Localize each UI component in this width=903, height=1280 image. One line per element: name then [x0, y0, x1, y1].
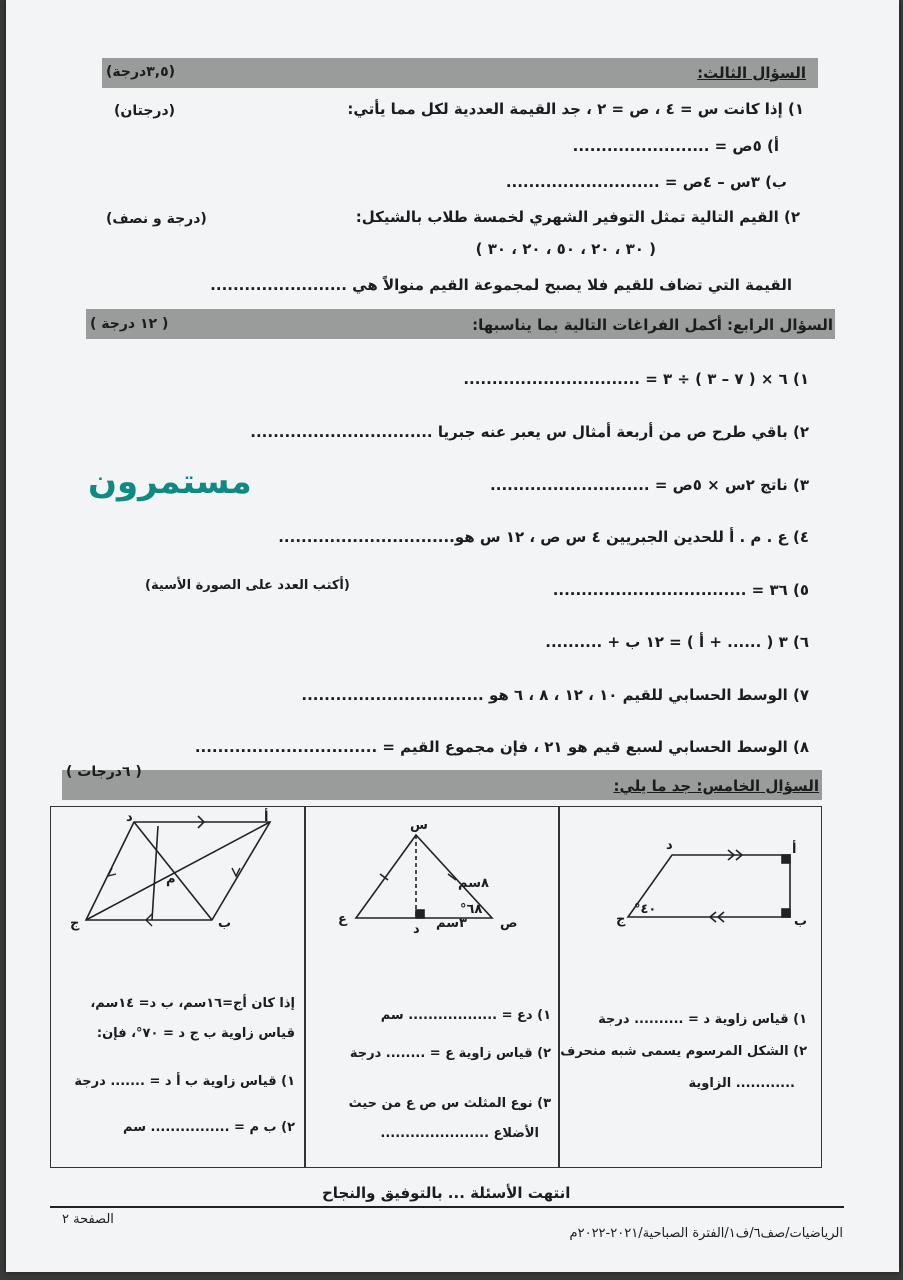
- q5-col3-line4: ٢) ب م = ................ سم: [123, 1120, 295, 1135]
- q3-item1-grade: (درجتان): [114, 103, 176, 119]
- q5-col3-line2: قياس زاوية ب ج د = ٧٠°، فإن:: [96, 1026, 295, 1041]
- q5-col3-line1: إذا كان أج=١٦سم، ب د= ١٤سم،: [90, 996, 295, 1011]
- motto-text: مستمرون: [88, 462, 252, 502]
- tri-label-ain: ع: [338, 912, 347, 927]
- q5-col2-line1: ١) دع = .................. سم: [380, 1008, 551, 1023]
- tri-label-68: ٦٨°: [460, 902, 483, 917]
- q4-item5-note: (أكتب العدد على الصورة الأسية): [145, 578, 350, 593]
- q4-grade: ( ١٢ درجة ): [90, 316, 169, 332]
- q4-item-8: ٨) الوسط الحسابي لسبع قيم هو ٢١ ، فإن مجموع القيم = ................................: [194, 738, 809, 756]
- q5-col2-line2: ٢) قياس زاوية ع = ........ درجة: [349, 1046, 551, 1061]
- para-label-b: ب: [218, 916, 232, 931]
- q5-col2-line3: ٣) نوع المثلث س ص ع من حيث: [348, 1096, 551, 1111]
- trap-label-angle: ٤٠°: [634, 902, 657, 917]
- tri-label-sad: ص: [500, 916, 518, 931]
- q5-col-divider-1: [304, 806, 306, 1168]
- q4-item-6: ٦) ٣ ( ...... + أ ) = ١٢ ب + ..........: [545, 633, 809, 651]
- q3-grade: (٣,٥درجة): [106, 64, 176, 80]
- q3-title: السؤال الثالث:: [697, 64, 806, 82]
- q3-item1-text: ١) إذا كانت س = ٤ ، ص = ٢ ، جد القيمة العددية لكل مما يأتي:: [347, 100, 804, 118]
- para-label-j: ج: [70, 916, 80, 931]
- q4-item-7: ٧) الوسط الحسابي للقيم ١٠ ، ١٢ ، ٨ ، ٦ هو ................................: [301, 686, 809, 704]
- q5-grade: ( ٦درجات ): [66, 764, 142, 780]
- para-label-d: د: [126, 810, 133, 825]
- q4-item-3: ٣) ناتج ٢س × ٥ص = ............................: [490, 476, 809, 494]
- para-label-m: م: [166, 872, 176, 887]
- tri-label-d: د: [413, 922, 420, 937]
- q5-col1-line1: ١) قياس زاوية د = .......... درجة: [598, 1012, 807, 1027]
- q4-item-5: ٥) ٣٦ = ..................................: [552, 581, 809, 599]
- q3-item1-b: ب) ٣س – ٤ص = ...........................: [505, 173, 787, 191]
- q3-item2-grade: (درجة و نصف): [106, 211, 207, 227]
- footer-divider: [50, 1206, 844, 1208]
- q3-item2-values: ( ٣٠ ، ٢٠ ، ٥٠ ، ٢٠ ، ٣٠ ): [475, 240, 656, 258]
- tri-label-s: س: [410, 818, 428, 833]
- para-label-a: أ: [264, 810, 269, 825]
- q3-item2-text: ٢) القيم التالية تمثل التوفير الشهري لخمسة طلاب بالشيكل:: [355, 208, 800, 226]
- trap-label-a: أ: [792, 842, 797, 857]
- q5-col-divider-2: [558, 806, 560, 1168]
- trap-label-d: د: [666, 838, 673, 853]
- q4-item-2: ٢) باقي طرح ص من أربعة أمثال س يعبر عنه جبريا ................................: [250, 423, 809, 441]
- tri-label-8cm: ٨سم: [458, 876, 489, 891]
- footer-page-number: الصفحة ٢: [62, 1212, 114, 1227]
- footer-end-text: انتهت الأسئلة ... بالتوفيق والنجاح: [322, 1184, 571, 1202]
- trap-label-b: ب: [794, 914, 808, 929]
- q4-item-1: ١) ٦ × ( ٧ – ٣ ) ÷ ٣ = ...............................: [463, 370, 809, 388]
- q5-col1-line3: ............ الزاوية: [688, 1076, 795, 1091]
- tri-label-3cm: ٣سم: [436, 916, 467, 931]
- q5-title: السؤال الخامس: جد ما يلي:: [613, 777, 819, 795]
- trap-label-j: ج: [616, 912, 626, 927]
- q4-item-4: ٤) ع . م . أ للحدين الجبريين ٤ س ص ، ١٢ س هو...............................: [278, 528, 809, 546]
- exam-page: [6, 0, 899, 1272]
- q5-col1-line2: ٢) الشكل المرسوم يسمى شبه منحرف: [560, 1044, 807, 1059]
- q5-table: [50, 806, 822, 1168]
- q5-col2-line4: الأضلاع ......................: [380, 1126, 539, 1141]
- footer-course-info: الرياضيات/صف٦/ف١/الفترة الصباحية/٢٠٢١-٢٠٢٢م: [569, 1226, 843, 1241]
- q3-item2-question: القيمة التي تضاف للقيم فلا يصبح لمجموعة القيم منوالاً هي ........................: [210, 276, 792, 294]
- q3-item1-a: أ) ٥ص = ........................: [572, 137, 779, 155]
- q4-title: السؤال الرابع: أكمل الفراغات التالية بما يناسبها:: [472, 316, 833, 334]
- q5-col3-line3: ١) قياس زاوية ب أ د = ....... درجة: [74, 1074, 295, 1089]
